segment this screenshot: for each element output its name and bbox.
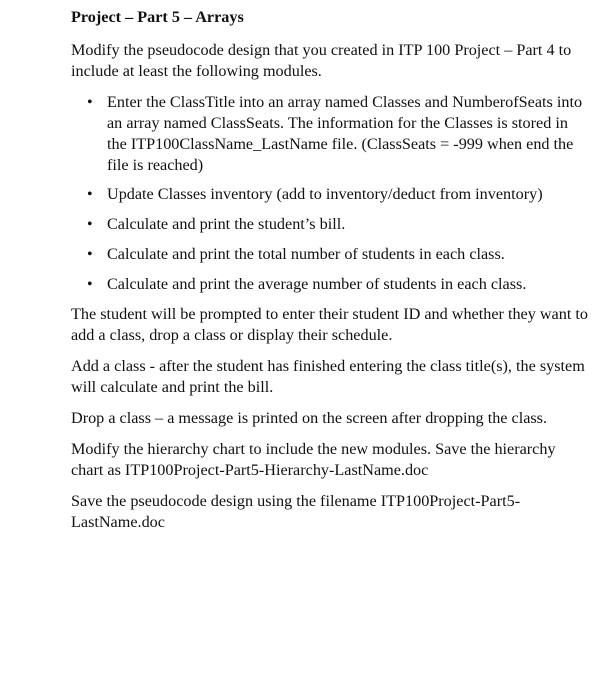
- module-list-item-text: Calculate and print the average number of students in each class.: [107, 275, 527, 293]
- module-list-item-text: Enter the ClassTitle into an array named Classes and NumberofSeats into an array named ClassSeats. The information for the Classes is stored in the ITP100ClassName_LastName file. (ClassSeats = -999 when end the file is reached): [107, 93, 583, 174]
- module-list: [71, 92, 591, 295]
- intro-paragraph: Modify the pseudocode design that you created in ITP 100 Project – Part 4 to include at least the following modules.: [71, 41, 572, 80]
- module-list-item: [71, 214, 591, 235]
- document-title: Project – Part 5 – Arrays: [71, 8, 244, 26]
- module-list-item-text: Update Classes inventory (add to inventory/deduct from inventory): [107, 185, 543, 203]
- drop-class-paragraph: Drop a class – a message is printed on the screen after dropping the class.: [71, 409, 548, 427]
- bullet-icon: •: [87, 246, 93, 263]
- module-list-item: [71, 274, 591, 295]
- module-list-item: [71, 184, 591, 205]
- student-prompt-paragraph: The student will be prompted to enter their student ID and whether they want to add a class, drop a class or display their schedule.: [71, 305, 588, 344]
- module-list-item-text: Calculate and print the student’s bill.: [107, 215, 346, 233]
- module-list-item: [71, 244, 591, 265]
- bullet-icon: •: [87, 276, 93, 293]
- hierarchy-chart-paragraph: Modify the hierarchy chart to include the new modules. Save the hierarchy chart as ITP100Project-Part5-Hierarchy-LastName.doc: [71, 440, 556, 479]
- bullet-icon: •: [87, 186, 93, 203]
- module-list-item-text: Calculate and print the total number of students in each class.: [107, 245, 505, 263]
- document-body: [71, 6, 591, 543]
- bullet-icon: •: [87, 94, 93, 111]
- add-class-paragraph: Add a class - after the student has finished entering the class title(s), the system will calculate and print the bill.: [71, 357, 585, 396]
- bullet-icon: •: [87, 216, 93, 233]
- module-list-item: [71, 92, 591, 176]
- save-pseudocode-paragraph: Save the pseudocode design using the filename ITP100Project-Part5-LastName.doc: [71, 492, 521, 531]
